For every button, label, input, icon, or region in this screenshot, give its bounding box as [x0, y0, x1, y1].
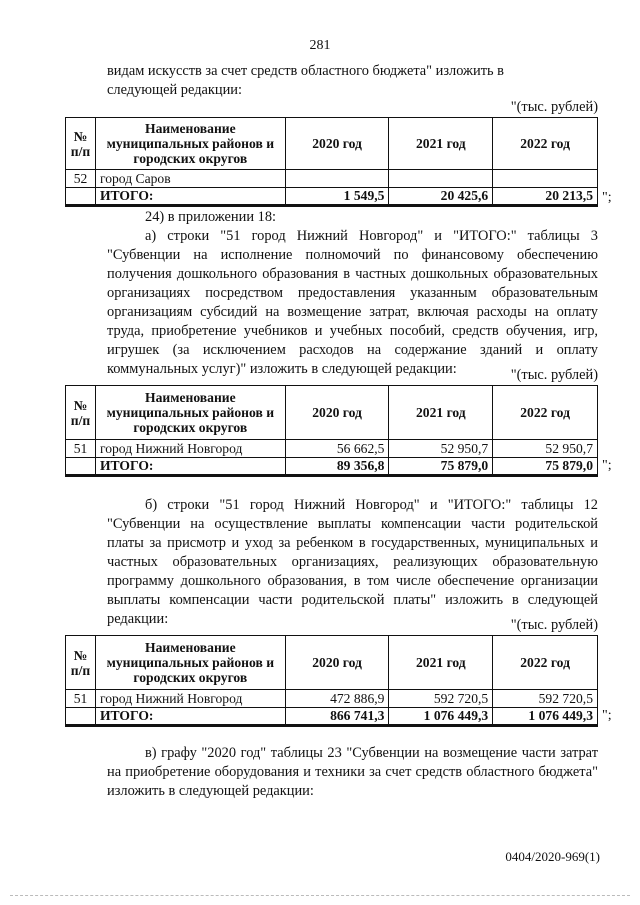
- intro-line-2: следующей редакции:: [107, 82, 242, 98]
- table-row: [66, 170, 598, 188]
- total-label: ИТОГО:: [95, 458, 285, 476]
- total-row: [66, 188, 598, 206]
- col-num-header: № п/п: [66, 636, 96, 690]
- row-num: 52: [66, 170, 96, 188]
- table-row: [66, 440, 598, 458]
- table-2: [65, 385, 598, 477]
- page-number: 281: [309, 38, 331, 53]
- col-2022-header: 2022 год: [493, 386, 598, 440]
- total-label: ИТОГО:: [95, 188, 285, 206]
- row-num: 51: [66, 440, 96, 458]
- row-2020: [285, 170, 389, 188]
- col-name-header: Наименование муниципальных районов и городских округов: [95, 386, 285, 440]
- row-2020: 472 886,9: [285, 690, 389, 708]
- row-2022: 592 720,5: [493, 690, 598, 708]
- total-2022: 20 213,5: [493, 188, 598, 206]
- row-name: город Нижний Новгород: [95, 690, 285, 708]
- total-2021: 20 425,6: [389, 188, 493, 206]
- col-2020-header: 2020 год: [285, 636, 389, 690]
- col-2022-header: 2022 год: [493, 636, 598, 690]
- paragraph-a: а) строки "51 город Нижний Новгород" и "ИТОГО:" таблицы 3 "Субвенции на исполнение полномочий по финансовому обеспечению получения дошкольного образования в частных дошкольных образовательных организациях посредством предоставления указанным образовательным организациям субсидий на возмещение затрат, включая расходы на оплату труда, приобретение учебников и учебных пособий, средств обучения, игр, игрушек (за исключением расходов на содержание зданий и оплату коммунальных услуг)" изложить в следующей редакции:: [107, 228, 598, 377]
- col-2021-header: 2021 год: [389, 636, 493, 690]
- row-2022: 52 950,7: [493, 440, 598, 458]
- paragraph-c: в) графу "2020 год" таблицы 23 "Субвенции на возмещение части затрат на приобретение оборудования и техники за счет средств областного бюджета" изложить в следующей редакции:: [107, 745, 598, 799]
- row-num: 51: [66, 690, 96, 708]
- total-2020: 89 356,8: [285, 458, 389, 476]
- col-name-header: Наименование муниципальных районов и городских округов: [95, 636, 285, 690]
- total-label: ИТОГО:: [95, 708, 285, 726]
- table-header: [66, 118, 598, 170]
- col-name-header: Наименование муниципальных районов и городских округов: [95, 118, 285, 170]
- total-2021: 1 076 449,3: [389, 708, 493, 726]
- intro-line-1: видам искусств за счет средств областного бюджета" изложить в: [107, 63, 504, 79]
- table-2-tail: ";: [602, 458, 612, 473]
- col-2020-header: 2020 год: [285, 386, 389, 440]
- section-24-heading: 24) в приложении 18:: [145, 209, 277, 225]
- col-num-header: № п/п: [66, 386, 96, 440]
- total-row: [66, 458, 598, 476]
- row-name: город Нижний Новгород: [95, 440, 285, 458]
- col-2021-header: 2021 год: [389, 386, 493, 440]
- paragraph-b: б) строки "51 город Нижний Новгород" и "ИТОГО:" таблицы 12 "Субвенции на осуществление выплаты компенсации части родительской платы за присмотр и уход за ребенком в государственных, муниципальных и частных образовательных организациях, реализующих образовательную программу дошкольного образования, в том числе обеспечение организации выплаты компенсации части родительской платы" изложить в следующей редакции:: [107, 497, 598, 627]
- row-2021: 592 720,5: [389, 690, 493, 708]
- table-1: [65, 117, 598, 207]
- unit-label-1: "(тыс. рублей): [510, 99, 598, 115]
- row-2021: 52 950,7: [389, 440, 493, 458]
- table-3: [65, 635, 598, 727]
- bottom-divider: [10, 895, 630, 896]
- unit-label-3: "(тыс. рублей): [510, 617, 598, 633]
- total-row: [66, 708, 598, 726]
- col-2022-header: 2022 год: [493, 118, 598, 170]
- col-num-header: № п/п: [66, 118, 96, 170]
- total-2021: 75 879,0: [389, 458, 493, 476]
- row-2020: 56 662,5: [285, 440, 389, 458]
- total-2020: 866 741,3: [285, 708, 389, 726]
- total-2022: 1 076 449,3: [493, 708, 598, 726]
- row-name: город Саров: [95, 170, 285, 188]
- footer-code: 0404/2020-969(1): [505, 849, 600, 864]
- table-1-tail: ";: [602, 190, 612, 205]
- total-2020: 1 549,5: [285, 188, 389, 206]
- total-2022: 75 879,0: [493, 458, 598, 476]
- unit-label-2: "(тыс. рублей): [510, 367, 598, 383]
- row-2021: [389, 170, 493, 188]
- table-header: [66, 636, 598, 690]
- row-2022: [493, 170, 598, 188]
- table-header: [66, 386, 598, 440]
- col-2021-header: 2021 год: [389, 118, 493, 170]
- table-3-tail: ";: [602, 708, 612, 723]
- table-row: [66, 690, 598, 708]
- col-2020-header: 2020 год: [285, 118, 389, 170]
